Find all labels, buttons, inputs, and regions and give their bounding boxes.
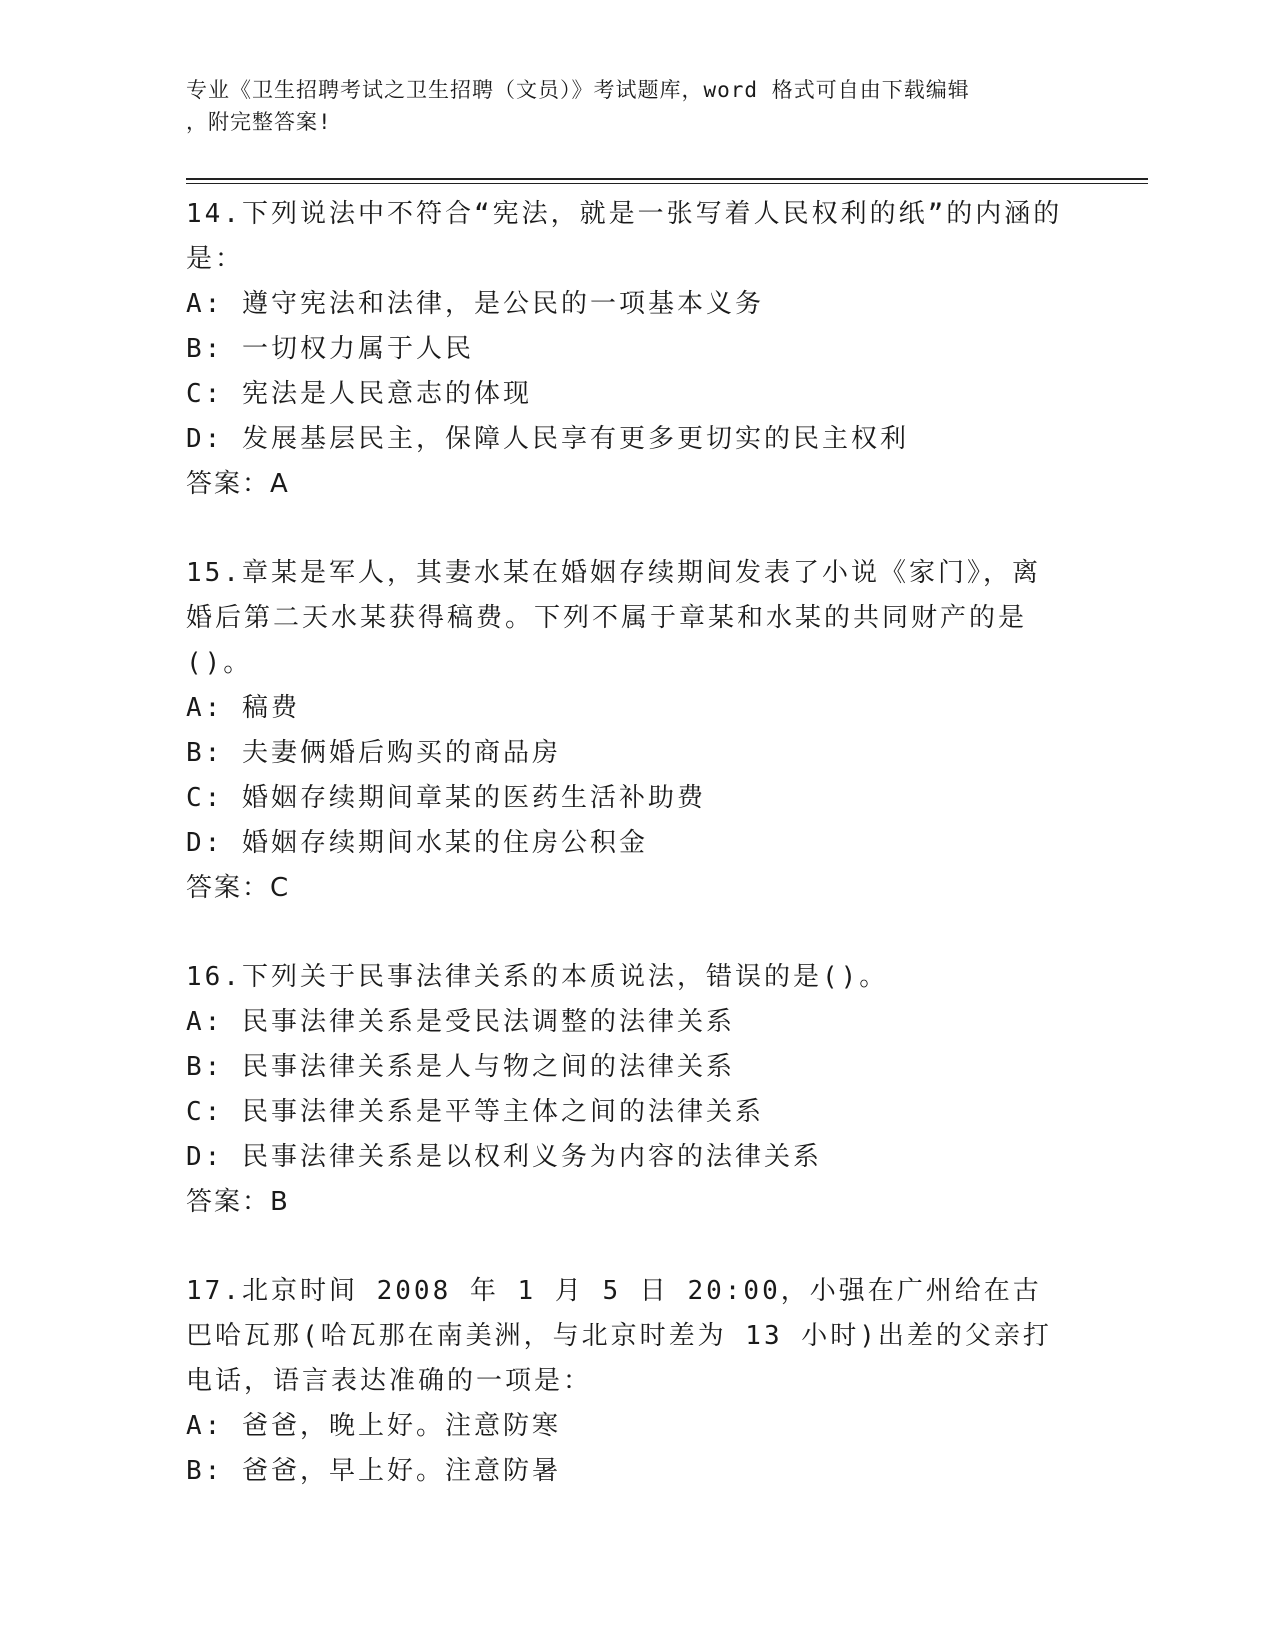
answer-label: 答案：B [186, 1187, 290, 1217]
option-a: A: 爸爸，晚上好。注意防寒 [186, 1411, 561, 1441]
question-stem: 14.下列说法中不符合“宪法，就是一张写着人民权利的纸”的内涵的是： [186, 199, 1063, 274]
option-b: B: 一切权力属于人民 [186, 334, 474, 364]
question-16 [186, 955, 1086, 1225]
question-14 [186, 192, 1086, 507]
option-d: D: 婚姻存续期间水某的住房公积金 [186, 828, 648, 858]
option-b: B: 夫妻俩婚后购买的商品房 [186, 738, 561, 768]
question-15 [186, 551, 1086, 911]
question-17 [186, 1269, 1086, 1494]
option-c: C: 婚姻存续期间章某的医药生活补助费 [186, 783, 706, 813]
question-stem: 15.章某是军人，其妻水某在婚姻存续期间发表了小说《家门》，离婚后第二天水某获得稿费。下列不属于章某和水某的共同财产的是()。 [186, 558, 1041, 678]
header-line-1: 专业《卫生招聘考试之卫生招聘（文员）》考试题库，word 格式可自由下载编辑 [186, 78, 970, 102]
question-stem: 17.北京时间 2008 年 1 月 5 日 20:00，小强在广州给在古巴哈瓦那(哈瓦那在南美洲，与北京时差为 13 小时)出差的父亲打电话，语言表达准确的一项是： [186, 1276, 1052, 1396]
answer-label: 答案：A [186, 469, 290, 499]
answer-label: 答案：C [186, 873, 291, 903]
option-d: D: 民事法律关系是以权利义务为内容的法律关系 [186, 1142, 822, 1172]
option-d: D: 发展基层民主，保障人民享有更多更切实的民主权利 [186, 424, 909, 454]
question-stem: 16.下列关于民事法律关系的本质说法，错误的是()。 [186, 962, 889, 992]
option-c: C: 宪法是人民意志的体现 [186, 379, 532, 409]
question-list [186, 192, 1086, 1494]
option-a: A: 民事法律关系是受民法调整的法律关系 [186, 1007, 735, 1037]
header-line-2: ，附完整答案! [186, 110, 332, 134]
option-b: B: 民事法律关系是人与物之间的法律关系 [186, 1052, 735, 1082]
option-a: A: 遵守宪法和法律，是公民的一项基本义务 [186, 289, 764, 319]
option-b: B: 爸爸，早上好。注意防暑 [186, 1456, 561, 1486]
option-a: A: 稿费 [186, 693, 300, 723]
option-c: C: 民事法律关系是平等主体之间的法律关系 [186, 1097, 764, 1127]
header-divider-thick [186, 178, 1148, 180]
document-header [186, 74, 1086, 138]
header-divider-thin [186, 183, 1148, 184]
